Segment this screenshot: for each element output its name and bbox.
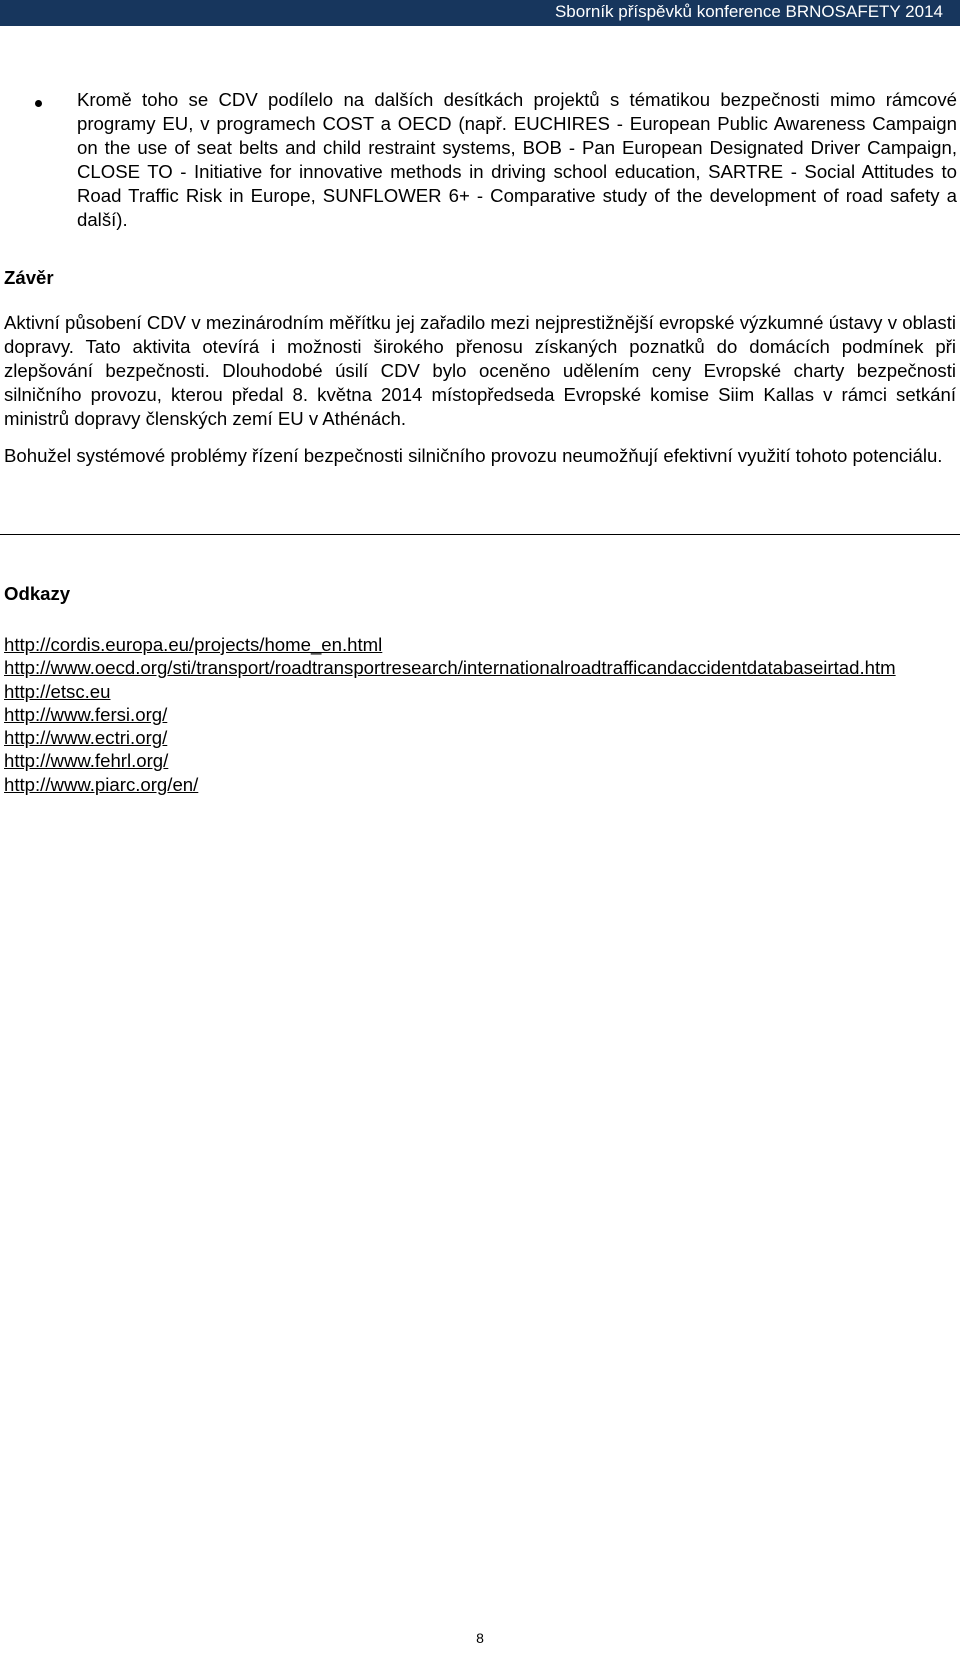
reference-link-fersi[interactable]: http://www.fersi.org/ <box>4 703 168 725</box>
bullet-text: Kromě toho se CDV podílelo na dalších desítkách projektů s tématikou bezpečnosti mimo rámcové programy EU, v programech COST a OECD (např. EUCHIRES - European Public Awareness Campaign on the use of seat belts and child restraint systems, BOB - Pan European Designated Driver Campaign, CLOSE TO - Initiative for innovative methods in driving school education, SARTRE - Social Attitudes to Road Traffic Risk in Europe, SUNFLOWER 6+ - Comparative study of the development of road safety a další). <box>77 89 957 230</box>
conclusion-paragraph: Bohužel systémové problémy řízení bezpečnosti silničního provozu neumožňují efektivní využití tohoto potenciálu. <box>4 445 943 466</box>
bullet-dot-icon <box>35 100 42 107</box>
reference-link-piarc[interactable]: http://www.piarc.org/en/ <box>4 773 199 795</box>
reference-link-ectri[interactable]: http://www.ectri.org/ <box>4 727 168 749</box>
main-content <box>4 88 956 468</box>
reference-link-oecd[interactable]: http://www.oecd.org/sti/transport/roadtransportresearch/internationalroadtrafficandaccidentdatabaseirtad.htm <box>4 657 896 679</box>
reference-link-cordis[interactable]: http://cordis.europa.eu/projects/home_en.html <box>4 634 383 655</box>
conclusion-paragraph: Aktivní působení CDV v mezinárodním měřítku jej zařadilo mezi nejprestižnější evropské výzkumné ústavy v oblasti dopravy. Tato aktivita otevírá i možnosti širokého přenosu získaných poznatků do domácích podmínek při zlepšování bezpečnosti. Dlouhodobé úsilí CDV bylo oceněno udělením ceny Evropské charty bezpečnosti silničního provozu, kterou předal 8. května 2014 místopředseda Evropské komise Siim Kallas v rámci setkání ministrů dopravy členských zemí EU v Athénách. <box>4 312 956 429</box>
references-section <box>4 582 956 796</box>
header-title: Sborník příspěvků konference BRNOSAFETY 2014 <box>554 2 943 21</box>
reference-link-etsc[interactable]: http://etsc.eu <box>4 680 111 702</box>
horizontal-divider <box>0 534 960 535</box>
section-heading-conclusion: Závěr <box>4 267 54 288</box>
running-header <box>0 0 960 26</box>
reference-link-fehrl[interactable]: http://www.fehrl.org/ <box>4 750 169 772</box>
section-heading-references: Odkazy <box>4 583 71 604</box>
reference-links <box>4 633 956 796</box>
page-number-value: 8 <box>476 1630 484 1646</box>
page-number <box>0 1630 960 1646</box>
bullet-list-item <box>0 88 960 232</box>
